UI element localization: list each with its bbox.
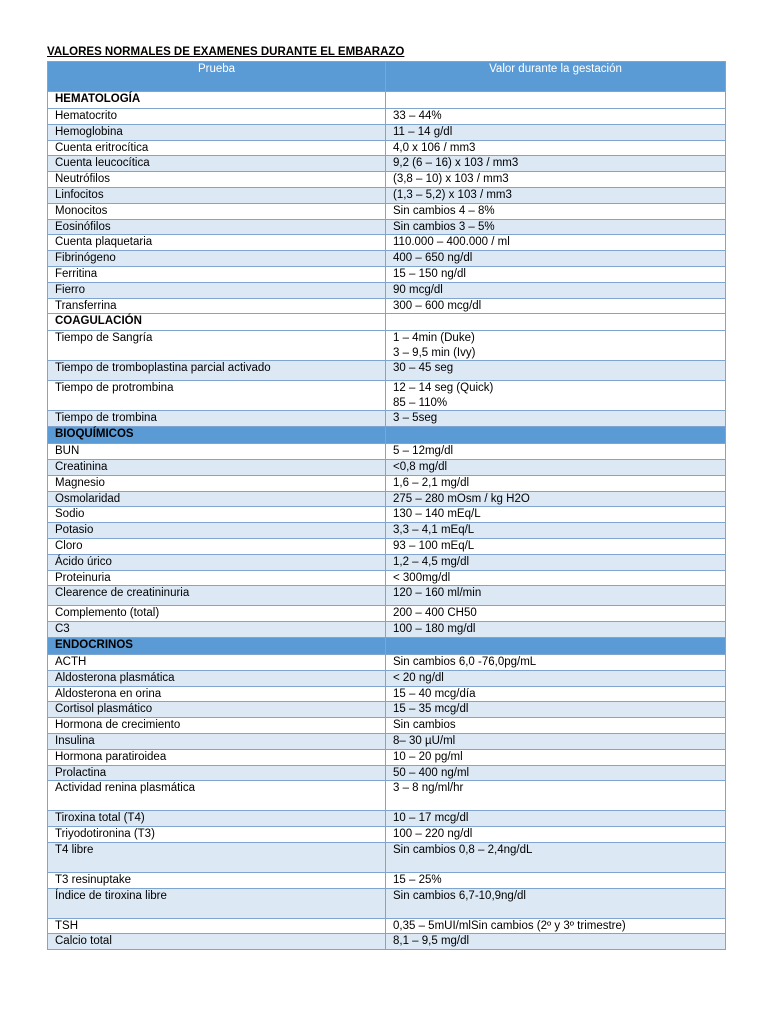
value-line: Sin cambios 6,7-10,9ng/dl <box>393 889 526 902</box>
table-row <box>48 781 726 811</box>
table-row <box>48 842 726 872</box>
table-row <box>48 298 726 314</box>
test-name-cell: Cuenta leucocítica <box>48 156 386 172</box>
test-value-cell <box>386 718 726 734</box>
table-row <box>48 670 726 686</box>
value-line: 10 – 20 pg/ml <box>393 750 463 763</box>
table-row <box>48 523 726 539</box>
table-row <box>48 491 726 507</box>
section-row <box>48 314 726 331</box>
test-value-cell <box>386 586 726 606</box>
value-line: < 20 ng/dl <box>393 671 444 684</box>
test-value-cell <box>386 109 726 125</box>
value-line: 10 – 17 mcg/dl <box>393 812 469 825</box>
value-line: 33 – 44% <box>393 110 442 122</box>
test-name-cell: Eosinófilos <box>48 219 386 235</box>
table-row <box>48 872 726 888</box>
value-line: 85 – 110% <box>393 396 448 409</box>
test-value-cell <box>386 827 726 843</box>
table-row <box>48 654 726 670</box>
test-name-cell: Proteinuria <box>48 570 386 586</box>
value-line: 9,2 (6 – 16) x 103 / mm3 <box>393 157 519 170</box>
header-valor: Valor durante la gestación <box>386 62 726 92</box>
value-line: 11 – 14 g/dl <box>393 125 453 138</box>
test-name-cell: Cortisol plasmático <box>48 702 386 718</box>
value-line: 8,1 – 9,5 mg/dl <box>393 935 470 948</box>
test-name-cell: Aldosterona en orina <box>48 686 386 702</box>
test-value-cell <box>386 733 726 749</box>
table-row <box>48 266 726 282</box>
test-name-cell: T4 libre <box>48 842 386 872</box>
value-line: 5 – 12mg/dl <box>393 445 454 458</box>
value-line: 1 – 4min (Duke) <box>393 332 475 345</box>
table-row <box>48 507 726 523</box>
value-line: 90 mcg/dl <box>393 283 443 296</box>
value-line: < 300mg/dl <box>393 571 451 584</box>
test-value-cell <box>386 749 726 765</box>
section-empty-cell <box>386 637 726 654</box>
value-line: 3,3 – 4,1 mEq/L <box>393 524 475 537</box>
table-row <box>48 203 726 219</box>
table-row <box>48 444 726 460</box>
value-line: 110.000 – 400.000 / ml <box>393 236 510 249</box>
test-name-cell: Potasio <box>48 523 386 539</box>
table-row <box>48 140 726 156</box>
value-line: 12 – 14 seg (Quick) <box>393 382 494 395</box>
section-heading: BIOQUÍMICOS <box>48 427 386 444</box>
table-row <box>48 606 726 622</box>
test-name-cell: T3 resinuptake <box>48 872 386 888</box>
test-name-cell: Hormona paratiroidea <box>48 749 386 765</box>
test-value-cell <box>386 570 726 586</box>
test-value-cell <box>386 361 726 381</box>
value-line: Sin cambios 0,8 – 2,4ng/dL <box>393 843 533 856</box>
table-row <box>48 172 726 188</box>
test-name-cell: Monocitos <box>48 203 386 219</box>
table-row <box>48 811 726 827</box>
table-row <box>48 934 726 950</box>
table-row <box>48 459 726 475</box>
value-line: Sin cambios 6,0 -76,0pg/mL <box>393 655 537 668</box>
test-value-cell <box>386 781 726 811</box>
table-row <box>48 475 726 491</box>
test-value-cell <box>386 298 726 314</box>
value-line: 15 – 25% <box>393 873 442 886</box>
test-name-cell: Cuenta plaquetaria <box>48 235 386 251</box>
section-empty-cell <box>386 427 726 444</box>
table-row <box>48 109 726 125</box>
test-name-cell: Tiempo de trombina <box>48 411 386 427</box>
value-line: 50 – 400 ng/ml <box>393 766 470 779</box>
value-line: Sin cambios <box>393 719 456 732</box>
table-row <box>48 251 726 267</box>
test-name-cell: Ácido úrico <box>48 554 386 570</box>
document-title: VALORES NORMALES DE EXAMENES DURANTE EL EMBARAZO <box>47 46 405 58</box>
test-name-cell: C3 <box>48 622 386 638</box>
table-row <box>48 918 726 934</box>
test-value-cell <box>386 622 726 638</box>
value-line: (3,8 – 10) x 103 / mm3 <box>393 173 509 186</box>
table-row <box>48 749 726 765</box>
section-empty-cell <box>386 92 726 109</box>
value-line: 200 – 400 CH50 <box>393 607 477 620</box>
test-value-cell <box>386 219 726 235</box>
value-line: 400 – 650 ng/dl <box>393 252 473 265</box>
test-name-cell: Creatinina <box>48 459 386 475</box>
test-value-cell <box>386 654 726 670</box>
test-name-cell: Triyodotironina (T3) <box>48 827 386 843</box>
value-line: <0,8 mg/dl <box>393 460 448 473</box>
table-row <box>48 765 726 781</box>
test-value-cell <box>386 124 726 140</box>
test-value-cell <box>386 811 726 827</box>
table-row <box>48 219 726 235</box>
value-line: Sin cambios 3 – 5% <box>393 220 495 233</box>
test-value-cell <box>386 331 726 361</box>
table-row <box>48 718 726 734</box>
test-value-cell <box>386 475 726 491</box>
table-header-row <box>48 62 726 92</box>
test-value-cell <box>386 554 726 570</box>
table-row <box>48 282 726 298</box>
test-value-cell <box>386 203 726 219</box>
test-value-cell <box>386 606 726 622</box>
value-line: 3 – 8 ng/ml/hr <box>393 782 464 795</box>
value-line: 120 – 160 ml/min <box>393 587 482 600</box>
test-name-cell: Actividad renina plasmática <box>48 781 386 811</box>
test-name-cell: Magnesio <box>48 475 386 491</box>
test-name-cell: Complemento (total) <box>48 606 386 622</box>
test-name-cell: Tiempo de Sangría <box>48 331 386 361</box>
table-row <box>48 570 726 586</box>
value-line: 4,0 x 106 / mm3 <box>393 141 476 154</box>
test-name-cell: Tiempo de tromboplastina parcial activado <box>48 361 386 381</box>
table-row <box>48 361 726 381</box>
value-line: 15 – 35 mcg/dl <box>393 703 469 716</box>
section-heading: ENDOCRINOS <box>48 637 386 654</box>
test-value-cell <box>386 156 726 172</box>
test-value-cell <box>386 523 726 539</box>
test-value-cell <box>386 187 726 203</box>
table-row <box>48 381 726 411</box>
test-name-cell: Hemoglobina <box>48 124 386 140</box>
test-name-cell: Linfocitos <box>48 187 386 203</box>
value-line: 300 – 600 mcg/dl <box>393 299 482 312</box>
header-prueba: Prueba <box>48 62 386 92</box>
test-value-cell <box>386 888 726 918</box>
test-value-cell <box>386 686 726 702</box>
table-row <box>48 888 726 918</box>
table-row <box>48 827 726 843</box>
value-line: 15 – 40 mcg/día <box>393 687 476 700</box>
test-value-cell <box>386 459 726 475</box>
value-line: 8– 30 µU/ml <box>393 734 456 747</box>
test-name-cell: Calcio total <box>48 934 386 950</box>
value-line: 30 – 45 seg <box>393 362 454 375</box>
test-name-cell: Tiroxina total (T4) <box>48 811 386 827</box>
test-value-cell <box>386 491 726 507</box>
value-line: 15 – 150 ng/dl <box>393 267 466 280</box>
test-value-cell <box>386 251 726 267</box>
table-row <box>48 554 726 570</box>
test-value-cell <box>386 411 726 427</box>
value-line: 1,2 – 4,5 mg/dl <box>393 555 470 568</box>
test-value-cell <box>386 140 726 156</box>
section-row <box>48 427 726 444</box>
test-value-cell <box>386 235 726 251</box>
test-name-cell: BUN <box>48 444 386 460</box>
table-row <box>48 124 726 140</box>
test-value-cell <box>386 381 726 411</box>
test-value-cell <box>386 444 726 460</box>
test-value-cell <box>386 670 726 686</box>
test-value-cell <box>386 538 726 554</box>
value-line: 100 – 180 mg/dl <box>393 623 476 636</box>
test-name-cell: Neutrófilos <box>48 172 386 188</box>
section-heading: COAGULACIÓN <box>48 314 386 331</box>
table-row <box>48 622 726 638</box>
value-line: 3 – 5seg <box>393 412 438 425</box>
test-name-cell: Índice de tiroxina libre <box>48 888 386 918</box>
table-row <box>48 235 726 251</box>
table-row <box>48 702 726 718</box>
value-line: 1,6 – 2,1 mg/dl <box>393 476 470 489</box>
value-line: 3 – 9,5 min (Ivy) <box>393 346 476 359</box>
section-row <box>48 637 726 654</box>
lab-values-table <box>47 61 726 950</box>
test-name-cell: Prolactina <box>48 765 386 781</box>
table-row <box>48 187 726 203</box>
table-row <box>48 156 726 172</box>
test-value-cell <box>386 842 726 872</box>
value-line: Sin cambios 4 – 8% <box>393 204 495 217</box>
test-name-cell: Insulina <box>48 733 386 749</box>
table-row <box>48 538 726 554</box>
table-row <box>48 733 726 749</box>
table-row <box>48 411 726 427</box>
value-line: 130 – 140 mEq/L <box>393 508 481 521</box>
value-line: 0,35 – 5mUI/mlSin cambios (2º y 3º trimestre) <box>393 919 626 932</box>
test-name-cell: Fierro <box>48 282 386 298</box>
test-value-cell <box>386 765 726 781</box>
test-value-cell <box>386 918 726 934</box>
table-row <box>48 686 726 702</box>
section-heading: HEMATOLOGÍA <box>48 92 386 109</box>
test-name-cell: Osmolaridad <box>48 491 386 507</box>
test-value-cell <box>386 702 726 718</box>
test-name-cell: Cloro <box>48 538 386 554</box>
test-name-cell: TSH <box>48 918 386 934</box>
test-value-cell <box>386 507 726 523</box>
test-name-cell: Clearence de creatininuria <box>48 586 386 606</box>
section-row <box>48 92 726 109</box>
value-line: (1,3 – 5,2) x 103 / mm3 <box>393 188 512 201</box>
test-value-cell <box>386 934 726 950</box>
test-name-cell: Ferritina <box>48 266 386 282</box>
test-value-cell <box>386 266 726 282</box>
value-line: 275 – 280 mOsm / kg H2O <box>393 492 530 505</box>
test-name-cell: Sodio <box>48 507 386 523</box>
section-empty-cell <box>386 314 726 331</box>
test-name-cell: Aldosterona plasmática <box>48 670 386 686</box>
test-value-cell <box>386 282 726 298</box>
test-name-cell: ACTH <box>48 654 386 670</box>
test-value-cell <box>386 872 726 888</box>
test-name-cell: Transferrina <box>48 298 386 314</box>
test-name-cell: Tiempo de protrombina <box>48 381 386 411</box>
test-value-cell <box>386 172 726 188</box>
table-row <box>48 331 726 361</box>
value-line: 93 – 100 mEq/L <box>393 539 475 552</box>
value-line: 100 – 220 ng/dl <box>393 828 473 841</box>
table-row <box>48 586 726 606</box>
test-name-cell: Fibrinógeno <box>48 251 386 267</box>
test-name-cell: Hormona de crecimiento <box>48 718 386 734</box>
test-name-cell: Cuenta eritrocítica <box>48 140 386 156</box>
test-name-cell: Hematocrito <box>48 109 386 125</box>
